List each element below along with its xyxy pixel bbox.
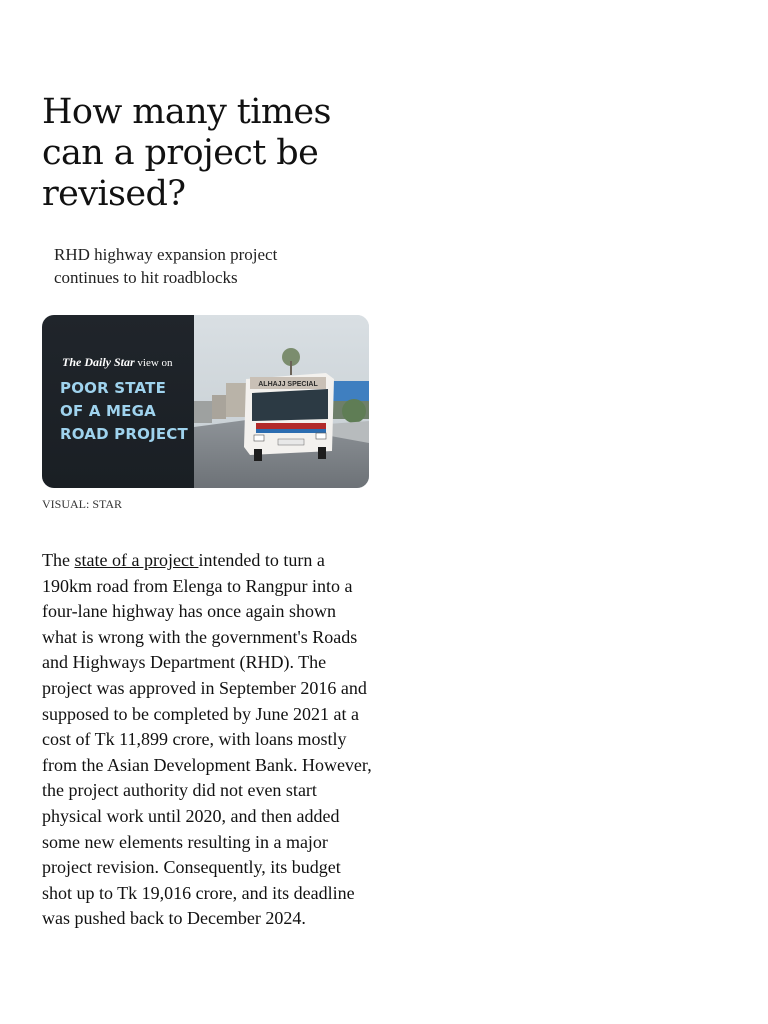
brand-logo: The Daily Star [62,355,135,369]
image-overlay-title: POOR STATE OF A MEGA ROAD PROJECT [60,379,188,443]
headline: How many times can a project be revised? [42,92,331,214]
project-link[interactable]: state of a project [74,550,199,570]
article-body [42,548,372,932]
bus-road-photo [194,315,369,488]
subheadline: RHD highway expansion project continues to hit roadblocks [54,245,278,287]
brand-suffix: view on [137,357,173,369]
bus-destination-sign: ALHAJJ SPECIAL [258,381,318,388]
brand-label [62,355,173,370]
image-title-panel [42,315,194,488]
feature-image[interactable] [42,315,369,488]
body-rest: intended to turn a 190km road from Elenga to Rangpur into a four-lane highway has once again shown what is wrong with the government's Roads and Highways Department (RHD). The project was approved in September 2016 and supposed to be completed by June 2021 at a cost of Tk 11,899 crore, with loans mostly from the Asian Development Bank. However, the project authority did not even start physical work until 2020, and then added some new elements resulting in a major project revision. Consequently, its budget shot up to Tk 19,016 crore, and its deadline was pushed back to December 2024. [42,550,372,929]
image-caption: VISUAL: STAR [42,497,123,511]
article [42,92,372,950]
body-lead: The [42,550,75,570]
bus [244,373,334,461]
